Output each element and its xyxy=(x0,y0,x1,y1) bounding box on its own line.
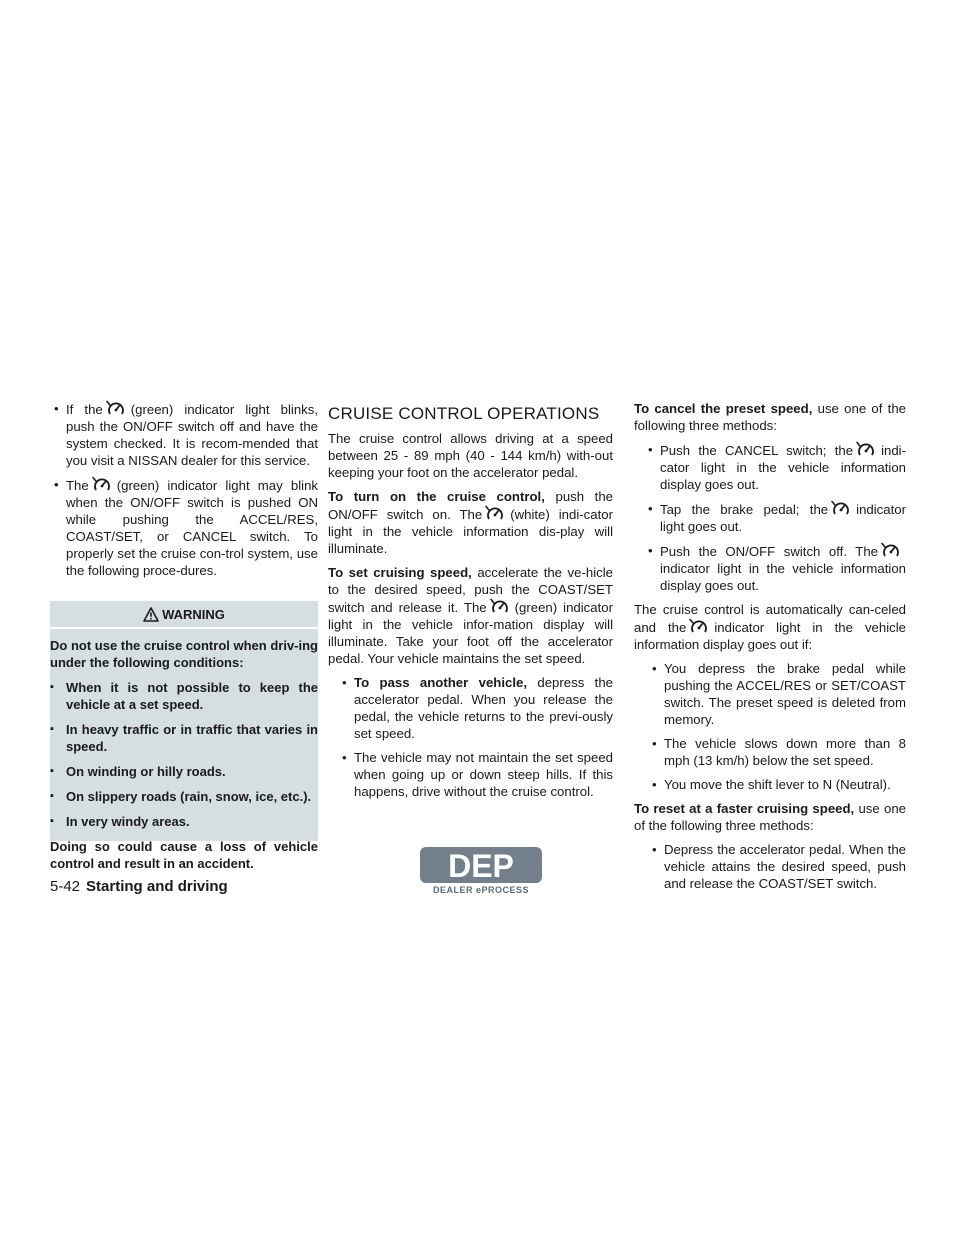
cancel-label: To cancel the preset speed, xyxy=(634,401,813,416)
list-item-text: indicator light in the vehicle information display goes out. xyxy=(660,561,906,593)
list-item-text: Tap the brake pedal; the xyxy=(660,502,829,517)
indicator-blink-note xyxy=(50,400,318,469)
warning-title: WARNING xyxy=(162,606,225,622)
intro-paragraph: The cruise control allows driving at a speed between 25 - 89 mph (40 - 144 km/h) with-out keeping your foot on the accelerator pedal. xyxy=(328,431,613,480)
paragraph-text: (white) indi-cator light in the vehicle information dis-play will illuminate. xyxy=(328,507,613,556)
paragraph-text: push the ON/OFF switch on. The xyxy=(328,489,614,522)
paragraph-text: (green) indicator light in the vehicle infor-mation display will illuminate. Take your foot off the accelerator pedal. Your vehicle maintains the set speed. xyxy=(328,600,613,666)
cruise-indicator-icon xyxy=(91,476,113,493)
warning-intro: Do not use the cruise control when driv-ing under the following conditions: xyxy=(50,638,318,670)
set-speed-paragraph xyxy=(328,564,613,667)
list-item: • You depress the brake pedal while pushing the ACCEL/RES or SET/COAST switch. The preset speed is deleted from memory. xyxy=(648,660,906,728)
logo-text: DEP xyxy=(448,848,514,884)
list-item xyxy=(644,542,906,594)
dealer-eprocess-logo xyxy=(418,845,544,895)
set-speed-label: To set cruising speed, xyxy=(328,565,472,580)
list-item: • Depress the accelerator pedal. When the vehicle attains the desired speed, push and release the COAST/SET switch. xyxy=(648,841,906,892)
list-item xyxy=(338,674,613,742)
cruise-indicator-icon xyxy=(880,542,902,559)
warning-item: ▪ When it is not possible to keep the vehicle at a set speed. xyxy=(50,679,318,713)
indicator-blink-note-2 xyxy=(50,476,318,579)
cruise-indicator-icon xyxy=(105,400,127,417)
note-text: The xyxy=(66,478,89,493)
paragraph-text: accelerate the ve-hicle to the desired speed, push the COAST/SET switch and release it. The xyxy=(328,565,613,615)
section-title: Starting and driving xyxy=(86,878,228,895)
page-footer xyxy=(50,878,228,895)
paragraph-text: The cruise control is automatically can-celed and the xyxy=(634,602,906,635)
warning-item: ▪ In very windy areas. xyxy=(50,813,318,830)
list-item-text: indicator light goes out. xyxy=(660,502,906,534)
list-item xyxy=(644,500,906,535)
left-column xyxy=(50,400,318,586)
warning-outro: Doing so could cause a loss of vehicle control and result in an accident. xyxy=(50,839,318,871)
cruise-indicator-icon xyxy=(855,441,877,458)
cruise-indicator-icon xyxy=(830,500,852,517)
list-item: • You move the shift lever to N (Neutral). xyxy=(648,776,906,793)
paragraph-text: indicator light in the vehicle information display goes out if: xyxy=(634,620,907,652)
list-item-text: depress the accelerator pedal. When you release the pedal, the vehicle returns to the previ-ously set speed. xyxy=(354,675,613,741)
auto-cancel-paragraph xyxy=(634,601,906,653)
reset-label: To reset at a faster cruising speed, xyxy=(634,801,855,816)
right-column xyxy=(634,400,906,899)
list-item-text: indi-cator light in the vehicle information display goes out. xyxy=(660,443,906,492)
logo-tagline: DEALER ePROCESS xyxy=(432,885,530,895)
note-text: If the xyxy=(66,402,103,417)
cancel-paragraph xyxy=(634,400,906,434)
middle-column xyxy=(328,400,613,807)
list-item-text: Push the CANCEL switch; the xyxy=(660,443,854,458)
paragraph-text: use one of the following three methods: xyxy=(634,401,906,433)
note-text: (green) indicator light may blink when the ON/OFF switch is pushed ON while pushing the ACCEL/RES, COAST/SET, or CANCEL switch. To properly set the cruise con-trol system, use the following proce-dures. xyxy=(66,478,318,578)
reset-paragraph xyxy=(634,800,906,834)
note-text: (green) indicator light blinks, push the ON/OFF switch off and have the system checked. It is recom-mended that you visit a NISSAN dealer for this service. xyxy=(66,402,318,468)
warning-box xyxy=(50,601,318,871)
list-item-text: Push the ON/OFF switch off. The xyxy=(660,544,878,559)
warning-item: ▪ On winding or hilly roads. xyxy=(50,763,318,780)
warning-header xyxy=(50,601,318,627)
warning-item: ▪ In heavy traffic or in traffic that varies in speed. xyxy=(50,721,318,755)
cruise-indicator-icon xyxy=(489,598,511,615)
turn-on-paragraph xyxy=(328,488,613,557)
turn-on-label: To turn on the cruise control, xyxy=(328,489,545,504)
warning-body xyxy=(50,627,318,872)
list-item: • The vehicle may not maintain the set speed when going up or down steep hills. If this happens, drive without the cruise control. xyxy=(338,749,613,800)
pass-vehicle-label: To pass another vehicle, xyxy=(354,675,528,690)
warning-item: ▪ On slippery roads (rain, snow, ice, etc.). xyxy=(50,788,318,805)
page-number: 5-42 xyxy=(50,878,81,895)
cruise-indicator-icon xyxy=(688,618,710,635)
list-item: • The vehicle slows down more than 8 mph (13 km/h) below the set speed. xyxy=(648,735,906,769)
list-item xyxy=(644,441,906,493)
cruise-indicator-icon xyxy=(484,505,506,522)
paragraph-text: use one of the following three methods: xyxy=(634,801,906,833)
warning-triangle-icon xyxy=(143,607,159,622)
section-heading: CRUISE CONTROL OPERATIONS xyxy=(328,404,600,423)
